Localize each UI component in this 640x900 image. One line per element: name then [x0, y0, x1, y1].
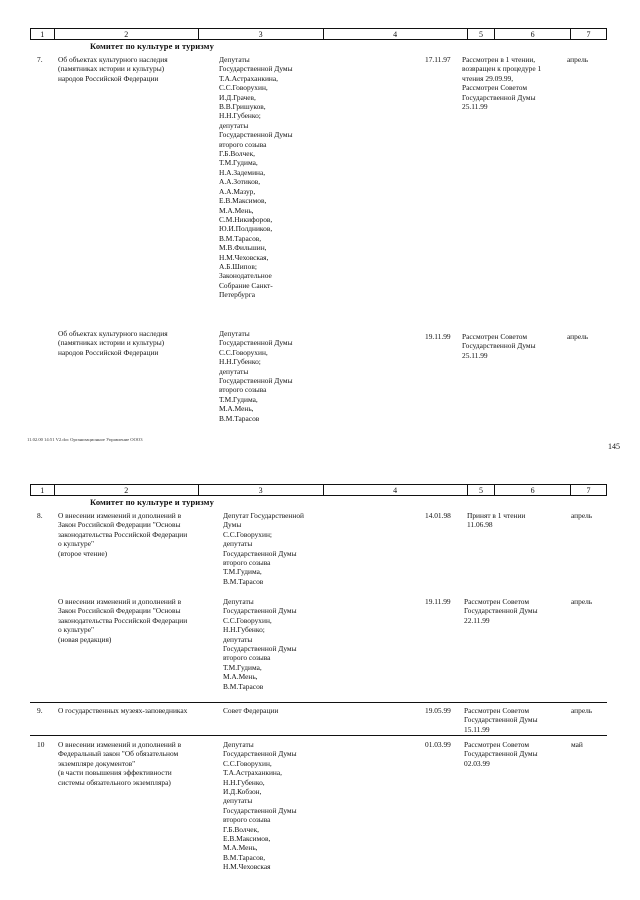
entry-authors: Депутаты Государственной Думы С.С.Говорухин, Н.Н.Губенко; депутаты Государственной Думы второго созыва Т.М.Гудима, М.А.Мень, В.М.Тарасов	[223, 597, 297, 691]
column-header-3: 3	[199, 29, 324, 39]
column-header-3: 3	[199, 485, 324, 495]
column-header-row	[30, 484, 607, 496]
entry-month: май	[571, 740, 583, 749]
entry-date: 19.11.99	[425, 597, 451, 606]
entry-date: 19.05.99	[425, 706, 451, 715]
entry-status: Рассмотрен Советом Государственной Думы 22.11.99	[464, 597, 538, 625]
entry-authors: Совет Федерации	[223, 706, 279, 715]
column-header-6: 6	[495, 29, 571, 39]
entry-title: О государственных музеях-заповедниках	[58, 706, 188, 715]
entry-month: апрель	[567, 332, 589, 341]
entry-status: Рассмотрен Советом Государственной Думы 02.03.99	[464, 740, 538, 768]
footer-note: 11.02.00 14:51 V2.doc Организационное Управление ООО3	[27, 437, 143, 442]
committee-heading: Комитет по культуре и туризму	[90, 497, 214, 507]
column-header-1: 1	[31, 29, 55, 39]
column-header-5: 5	[468, 29, 495, 39]
entry-authors: Депутаты Государственной Думы Т.А.Астраханкина, С.С.Говорухин, И.Д.Грачев, В.В.Гришуков, Н.Н.Губенко; депутаты Государственной Думы второго созыва Г.Б.Волчек, Т.М.Гудима, Н.А.Задемина, А.А.Зотиков, А.А.Мазур, Е.В.Максимов, М.А.Мень, С.М.Никифоров, Ю.И.Полдников, В.М.Тарасов, М.В.Фильшин, Н.М.Чеховская, А.Б.Шипов; Законодательное Собрание Санкт- Петербурга	[219, 55, 293, 300]
entry-status: Принят в 1 чтении 11.06.98	[467, 511, 526, 530]
column-header-7: 7	[586, 30, 591, 39]
entry-number: 9.	[37, 706, 43, 715]
entry-status: Рассмотрен Советом Государственной Думы 25.11.99	[462, 332, 536, 360]
entry-month: апрель	[571, 706, 593, 715]
column-header-4: 4	[324, 485, 468, 495]
column-header-2: 2	[55, 485, 199, 495]
entry-number: 10	[37, 740, 45, 749]
entry-month: апрель	[571, 511, 593, 520]
column-header-2: 2	[55, 29, 199, 39]
entry-title: О внесении изменений и дополнений в Закон Российской Федерации "Основы законодательства Российской Федерации о культуре" (второе чтение)	[58, 511, 188, 558]
row-divider	[30, 735, 607, 736]
entry-title: Об объектах культурного наследия (памятниках истории и культуры) народов Российской Федерации	[58, 55, 168, 83]
entry-title: Об объектах культурного наследия (памятниках истории и культуры) народов Российской Федерации	[58, 329, 168, 357]
column-header-1: 1	[31, 485, 55, 495]
entry-status: Рассмотрен в 1 чтении, возвращен к процедуре 1 чтения 29.09.99, Рассмотрен Советом Государственной Думы 25.11.99	[462, 55, 542, 112]
committee-heading: Комитет по культуре и туризму	[90, 41, 214, 51]
column-header-7: 7	[586, 486, 591, 495]
entry-date: 01.03.99	[425, 740, 451, 749]
entry-date: 17.11.97	[425, 55, 451, 64]
entry-title: О внесении изменений и дополнений в Закон Российской Федерации "Основы законодательства Российской Федерации о культуре" (новая редакция)	[58, 597, 188, 644]
entry-date: 19.11.99	[425, 332, 451, 341]
column-header-5: 5	[468, 485, 495, 495]
entry-date: 14.01.98	[425, 511, 451, 520]
column-header-row	[30, 28, 607, 40]
entry-title: О внесении изменений и дополнений в Федеральный закон "Об обязательном экземпляре документов" (в части повышения эффективности системы обязательного экземпляра)	[58, 740, 182, 787]
column-header-4: 4	[324, 29, 468, 39]
row-divider	[30, 702, 607, 703]
entry-authors: Депутат Государственной Думы С.С.Говорухин; депутаты Государственной Думы второго созыва Т.М.Гудима, В.М.Тарасов	[223, 511, 304, 586]
entry-month: апрель	[567, 55, 589, 64]
entry-number: 7.	[37, 55, 43, 64]
entry-authors: Депутаты Государственной Думы С.С.Говорухин, Н.Н.Губенко; депутаты Государственной Думы второго созыва Т.М.Гудима, М.А.Мень, В.М.Тарасов	[219, 329, 293, 423]
entry-status: Рассмотрен Советом Государственной Думы 15.11.99	[464, 706, 538, 734]
page-number: 145	[608, 442, 620, 451]
entry-month: апрель	[571, 597, 593, 606]
column-header-6: 6	[495, 485, 571, 495]
entry-authors: Депутаты Государственной Думы С.С.Говорухин, Т.А.Астраханкина, Н.Н.Губенко, И.Д.Кобзон, депутаты Государственной Думы второго созыва Г.Б.Волчек, Е.В.Максимов, М.А.Мень, В.М.Тарасов, Н.М.Чеховская	[223, 740, 297, 872]
entry-number: 8.	[37, 511, 43, 520]
